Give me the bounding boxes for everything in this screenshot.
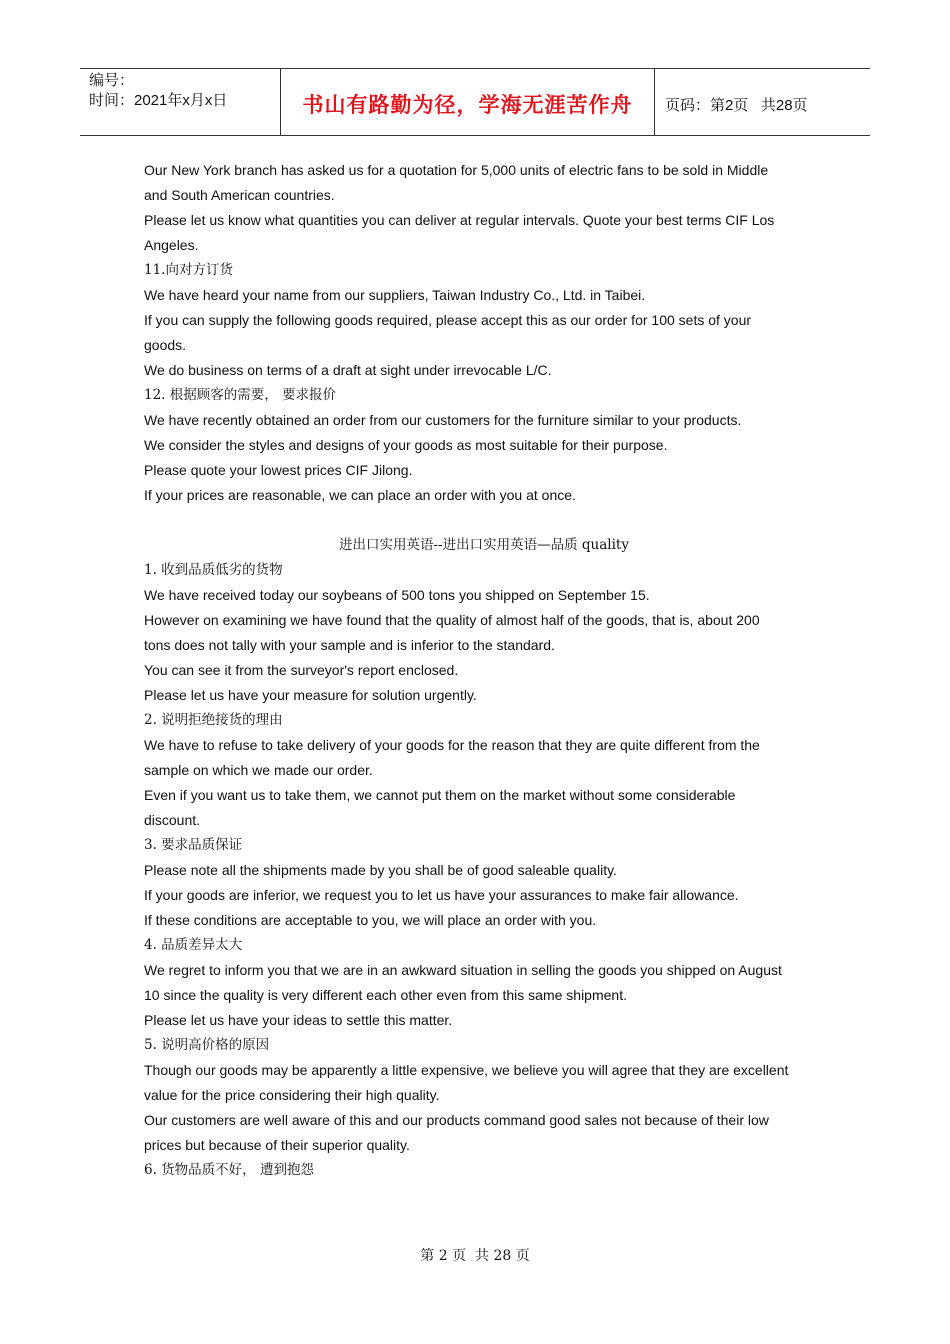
body-line: Please let us have your measure for solution urgently.: [144, 687, 477, 703]
document-date-label: 时间：2021年x月x日: [89, 92, 228, 109]
body-line: We consider the styles and designs of your goods as most suitable for their purpose.: [144, 437, 668, 453]
body-line: You can see it from the surveyor's report enclosed.: [144, 662, 459, 678]
body-line: Please quote your lowest prices CIF Jilong.: [144, 462, 413, 478]
section-heading: 3. 要求品质保证: [144, 837, 243, 853]
page-footer: 第 2 页 共 28 页: [420, 1248, 530, 1264]
body-line: However on examining we have found that the quality of almost half of the goods, that is, about 200: [144, 612, 760, 628]
body-line: Please let us know what quantities you can deliver at regular intervals. Quote your best terms CIF Los: [144, 212, 775, 228]
body-line: If these conditions are acceptable to you, we will place an order with you.: [144, 912, 597, 928]
body-line: value for the price considering their high quality.: [144, 1087, 440, 1103]
section-heading: 2. 说明拒绝接货的理由: [144, 712, 283, 728]
body-line: Our New York branch has asked us for a quotation for 5,000 units of electric fans to be sold in Middle: [144, 162, 769, 178]
body-line: Please note all the shipments made by you shall be of good saleable quality.: [144, 862, 617, 878]
section-heading: 1. 收到品质低劣的货物: [144, 562, 283, 578]
body-line: If your goods are inferior, we request you to let us have your assurances to make fair allowance.: [144, 887, 739, 903]
body-line: We do business on terms of a draft at sight under irrevocable L/C.: [144, 362, 552, 378]
section-heading: 5. 说明高价格的原因: [144, 1037, 270, 1053]
section-heading: 4. 品质差异太大: [144, 937, 243, 953]
body-line: discount.: [144, 812, 201, 828]
body-line: We regret to inform you that we are in an awkward situation in selling the goods you shipped on August: [144, 962, 782, 978]
body-line: Angeles.: [144, 237, 199, 253]
body-line: Please let us have your ideas to settle this matter.: [144, 1012, 453, 1028]
body-line: We have recently obtained an order from our customers for the furniture similar to your products.: [144, 412, 742, 428]
document-body: [144, 158, 824, 1183]
section-heading: 11.向对方订货: [144, 262, 233, 278]
body-line: We have to refuse to take delivery of your goods for the reason that they are quite different from the: [144, 737, 760, 753]
body-line: and South American countries.: [144, 187, 335, 203]
section-heading: 6. 货物品质不好， 遭到抱怨: [144, 1162, 314, 1178]
body-line: 10 since the quality is very different each other even from this same shipment.: [144, 987, 627, 1003]
header-meta: [80, 69, 281, 135]
body-line: Our customers are well aware of this and our products command good sales not because of their low: [144, 1112, 769, 1128]
body-line: If you can supply the following goods required, please accept this as our order for 100 sets of your: [144, 312, 752, 328]
body-line: tons does not tally with your sample and is inferior to the standard.: [144, 637, 555, 653]
page-header: [80, 68, 870, 136]
body-line: If your prices are reasonable, we can place an order with you at once.: [144, 487, 576, 503]
body-line: sample on which we made our order.: [144, 762, 373, 778]
body-line: goods.: [144, 337, 187, 353]
section-heading: 12. 根据顾客的需要， 要求报价: [144, 387, 337, 403]
chapter-title: 进出口实用英语--进出口实用英语—品质 quality: [339, 537, 629, 553]
body-line: prices but because of their superior quality.: [144, 1137, 410, 1153]
body-line: We have heard your name from our suppliers, Taiwan Industry Co., Ltd. in Taibei.: [144, 287, 646, 303]
body-line: Though our goods may be apparently a little expensive, we believe you will agree that they are excellent: [144, 1062, 789, 1078]
header-motto: 书山有路勤为径，学海无涯苦作舟: [281, 69, 655, 135]
document-number-label: 编号：: [89, 72, 135, 89]
body-line: Even if you want us to take them, we cannot put them on the market without some considerable: [144, 787, 736, 803]
header-page-info: 页码：第2页 共28页: [665, 96, 808, 114]
paragraph-gap: [144, 508, 824, 533]
body-line: We have received today our soybeans of 500 tons you shipped on September 15.: [144, 587, 650, 603]
